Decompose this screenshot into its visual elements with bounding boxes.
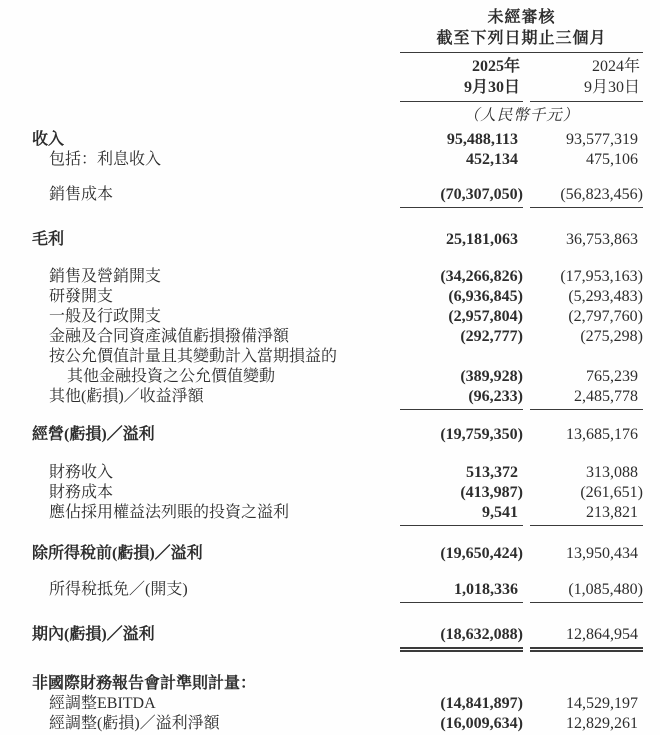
table-row (32, 580, 643, 603)
row-label: 按公允價值計量且其變動計入當期損益的 (49, 348, 338, 365)
date-2025: 9月30日 (463, 79, 520, 96)
value-2024: 36,753,863 (566, 231, 638, 248)
value-2024: 2,485,778 (530, 387, 643, 410)
table-row (32, 267, 643, 287)
table-row (32, 694, 643, 714)
table-row (32, 625, 643, 652)
value-2025: 452,134 (466, 151, 518, 168)
value-2025: (18,632,088) (400, 625, 523, 652)
table-row (32, 287, 643, 307)
table-row (32, 503, 643, 526)
row-label: 包括：利息收入 (49, 151, 162, 168)
row-label: 除所得稅前(虧損)／溢利 (32, 545, 203, 562)
table-row (32, 230, 643, 250)
value-2025: 1,018,336 (400, 580, 523, 603)
row-label: 銷售及營銷開支 (49, 268, 162, 285)
row-label: 非國際財務報告會計準則計量： (32, 675, 257, 692)
value-2025: (14,841,897) (440, 695, 523, 712)
value-2024: (56,823,456) (530, 185, 643, 208)
value-2024: (1,085,480) (530, 580, 643, 603)
value-2025: (2,957,804) (448, 308, 523, 325)
table-row (32, 367, 643, 387)
table-row (32, 130, 643, 150)
row-label: 經營(虧損)／溢利 (32, 426, 155, 443)
value-2025: (6,936,845) (448, 288, 523, 305)
row-label: 財務成本 (49, 484, 114, 501)
value-2025: (70,307,050) (400, 185, 523, 208)
value-2024: (275,298) (580, 328, 643, 345)
currency-note: （人民幣千元） (463, 107, 580, 124)
value-2025: (413,987) (460, 484, 523, 501)
table-row (32, 714, 643, 734)
table-row (32, 150, 643, 170)
table-row (32, 327, 643, 347)
value-2025: 9,541 (400, 503, 523, 526)
row-label: 財務收入 (49, 464, 114, 481)
value-2024: 765,239 (586, 368, 638, 385)
row-label: 所得稅抵免／(開支) (49, 581, 188, 598)
date-columns (400, 53, 643, 102)
value-2024: 313,088 (586, 464, 638, 481)
value-2025: (96,233) (400, 387, 523, 410)
value-2024: (2,797,760) (568, 308, 643, 325)
value-2025: 513,372 (466, 464, 518, 481)
row-label: 經調整EBITDA (49, 695, 156, 712)
year-2024: 2024年 (591, 58, 640, 75)
value-2024: 93,577,319 (566, 131, 638, 148)
value-2025: (34,266,826) (440, 268, 523, 285)
value-2024: 13,685,176 (566, 426, 638, 443)
period-caption: 截至下列日期止三個月 (400, 28, 643, 53)
value-2025: (19,759,350) (440, 426, 523, 443)
row-label: 其他(虧損)／收益淨額 (49, 388, 204, 405)
value-2024: 213,821 (530, 503, 643, 526)
table-row (32, 387, 643, 410)
table-row (32, 307, 643, 327)
table-row (32, 425, 643, 445)
row-label: 毛利 (32, 231, 65, 248)
statement-header (32, 7, 643, 126)
column-headers (400, 7, 643, 126)
row-label: 經調整(虧損)／溢利淨額 (49, 715, 220, 732)
value-2025: 95,488,113 (446, 131, 518, 148)
value-2025: (389,928) (460, 368, 523, 385)
table-row (32, 185, 643, 208)
table-row (32, 674, 643, 694)
row-label: 期內(虧損)／溢利 (32, 626, 155, 643)
year-2025: 2025年 (471, 58, 520, 75)
statement-table (32, 130, 643, 734)
column-header-2024 (530, 56, 643, 102)
value-2024: (261,651) (580, 484, 643, 501)
column-header-2025 (400, 56, 523, 102)
row-label: 應佔採用權益法列賬的投資之溢利 (49, 504, 290, 521)
value-2024: 475,106 (586, 151, 638, 168)
table-row (32, 347, 643, 367)
value-2024: 14,529,197 (566, 695, 638, 712)
row-label: 其他金融投資之公允價值變動 (67, 368, 276, 385)
value-2024: (5,293,483) (568, 288, 643, 305)
value-2025: 25,181,063 (446, 231, 518, 248)
row-label: 收入 (32, 131, 65, 148)
row-label: 研發開支 (49, 288, 114, 305)
value-2024: 12,864,954 (530, 625, 643, 652)
table-row (32, 483, 643, 503)
value-2024: 13,950,434 (566, 545, 638, 562)
table-row (32, 463, 643, 483)
row-label: 一般及行政開支 (49, 308, 162, 325)
value-2024: (17,953,163) (560, 268, 643, 285)
row-label: 銷售成本 (49, 186, 114, 203)
value-2025: (16,009,634) (440, 715, 523, 732)
value-2024: 12,829,261 (566, 715, 638, 732)
row-label: 金融及合同資產減值虧損撥備淨額 (49, 328, 290, 345)
value-2025: (292,777) (460, 328, 523, 345)
unaudited-caption: 未經審核 (487, 9, 556, 26)
table-row (32, 544, 643, 564)
date-2024: 9月30日 (583, 79, 640, 96)
value-2025: (19,650,424) (440, 545, 523, 562)
